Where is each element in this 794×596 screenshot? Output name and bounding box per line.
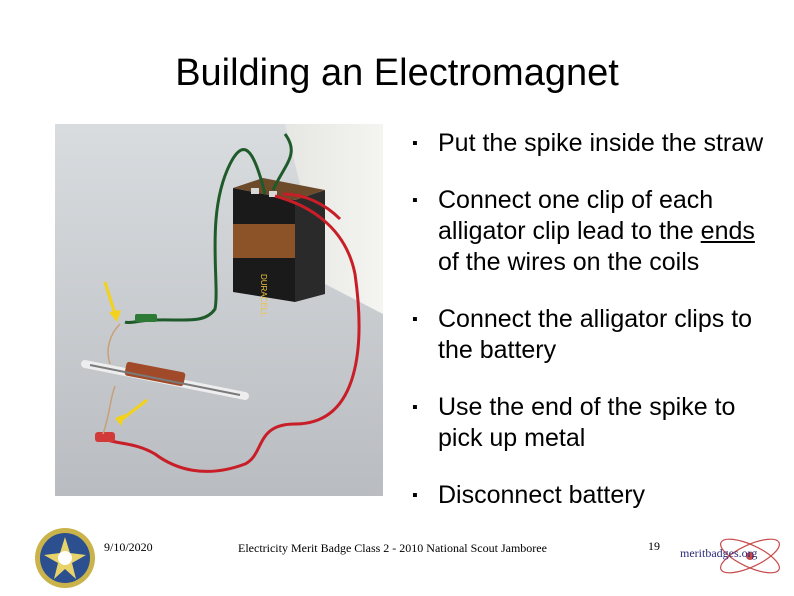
bullet-list — [412, 128, 782, 537]
square-bullet-icon: ▪ — [412, 487, 418, 504]
battery-label: DURACELL — [259, 274, 268, 317]
bullet-item — [412, 304, 782, 366]
page-number: 19 — [648, 539, 660, 553]
bullet-text-continued: of the wires on the coils — [438, 248, 700, 276]
bullet-item — [412, 185, 782, 278]
square-bullet-icon: ▪ — [412, 311, 418, 328]
bullet-item — [412, 480, 782, 511]
bullet-text: Disconnect battery — [438, 481, 646, 509]
bullet-underlined-word: ends — [700, 217, 755, 245]
footer-text: Electricity Merit Badge Class 2 - 2010 National Scout Jamboree — [238, 541, 547, 555]
logo-text: meritbadges.org — [680, 546, 758, 560]
slide-title: Building an Electromagnet — [175, 52, 619, 94]
merit-badge-icon — [34, 527, 96, 589]
bullet-text: Connect the alligator clips to the battery — [438, 305, 753, 364]
bullet-text: Connect one clip of each alligator clip lead to the — [438, 186, 714, 245]
electromagnet-photo — [55, 124, 383, 496]
bullet-item — [412, 392, 782, 454]
bullet-item — [412, 128, 782, 159]
footer-date: 9/10/2020 — [104, 540, 153, 554]
bullet-text: Use the end of the spike to pick up metal — [438, 393, 736, 452]
square-bullet-icon: ▪ — [412, 399, 418, 416]
bullet-text: Put the spike inside the straw — [438, 129, 764, 157]
square-bullet-icon: ▪ — [412, 135, 418, 152]
square-bullet-icon: ▪ — [412, 192, 418, 209]
